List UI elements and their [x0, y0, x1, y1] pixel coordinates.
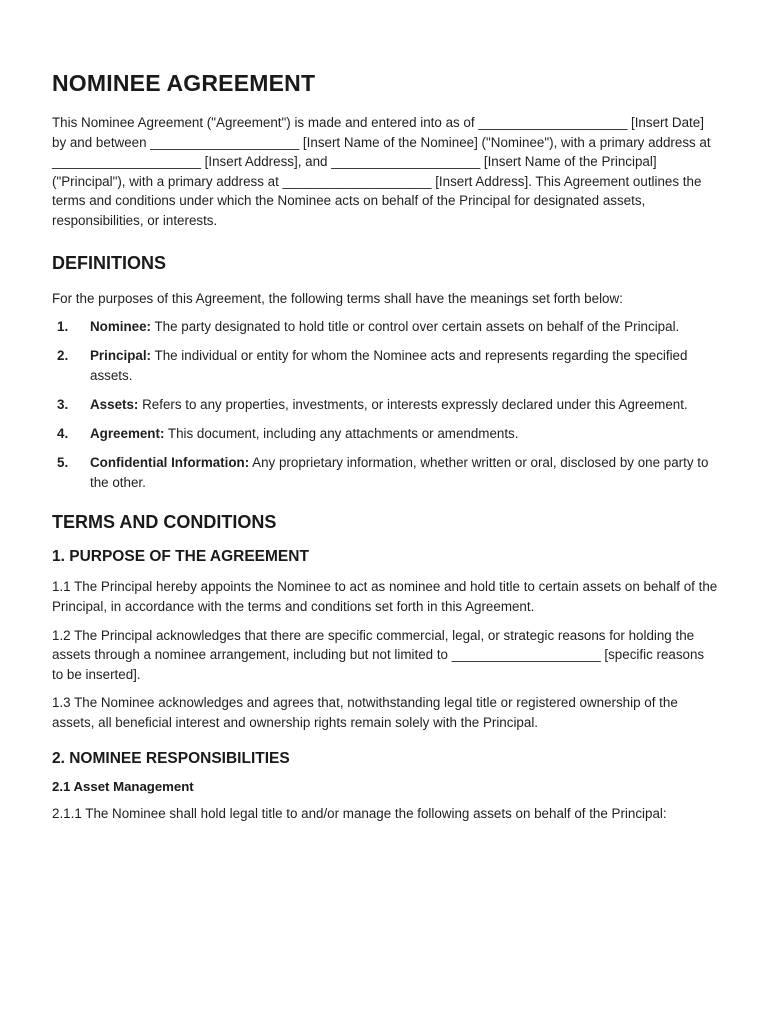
definition-term: Agreement: [90, 426, 165, 442]
definition-item-principal [52, 346, 718, 385]
definition-term: Assets: [90, 396, 139, 412]
definition-number: 2. [57, 348, 69, 364]
definition-number: 4. [57, 426, 69, 442]
definition-text: Refers to any properties, investments, or interests expressly declared under this Agreement. [138, 396, 688, 412]
asset-management-heading: 2.1 Asset Management [52, 779, 194, 795]
definition-number: 5. [57, 455, 69, 471]
definitions-heading: DEFINITIONS [52, 252, 167, 273]
definition-text: The individual or entity for whom the Nominee acts and represents regarding the specified assets. [90, 348, 688, 383]
definition-term: Nominee: [90, 319, 152, 335]
clause-1-3: 1.3 The Nominee acknowledges and agrees that, notwithstanding legal title or registered ownership of the assets, all beneficial interest and ownership rights remain solely with the Principal. [52, 695, 678, 730]
definition-text: The party designated to hold title or control over certain assets on behalf of the Principal. [151, 319, 680, 335]
definition-number: 1. [57, 319, 69, 335]
definitions-list [52, 317, 718, 492]
intro-paragraph: This Nominee Agreement ("Agreement") is made and entered into as of ____________________ [Insert Date] by and between ____________________ [Insert Name of the Nominee] ("Nominee"), with a primary address at ____________________ [Insert Address], and ____________________ [Insert Name of the Principal] ("Principal"), with a primary address at ____________________ [Insert Address]. This Agreement outlines the terms and conditions under which the Nominee acts on behalf of the Principal for designated assets, responsibilities, or interests. [52, 115, 711, 228]
definition-item-agreement [52, 424, 718, 444]
definition-term: Confidential Information: [90, 455, 250, 471]
clause-1-2: 1.2 The Principal acknowledges that there are specific commercial, legal, or strategic reasons for holding the assets through a nominee arrangement, including but not limited to ____________________ [specific reasons to be inserted]. [52, 627, 705, 682]
definition-term: Principal: [90, 348, 152, 364]
document-title: NOMINEE AGREEMENT [52, 70, 316, 96]
definition-item-nominee [52, 317, 718, 337]
definition-text: This document, including any attachments or amendments. [164, 426, 519, 442]
definition-text: Any proprietary information, whether written or oral, disclosed by one party to the other. [90, 455, 709, 490]
responsibilities-heading: 2. NOMINEE RESPONSIBILITIES [52, 750, 290, 768]
clause-2-1-1: 2.1.1 The Nominee shall hold legal title to and/or manage the following assets on behalf of the Principal: [52, 806, 667, 822]
definition-item-confidential-information [52, 453, 718, 492]
terms-heading: TERMS AND CONDITIONS [52, 512, 277, 533]
definitions-lead: For the purposes of this Agreement, the following terms shall have the meanings set forth below: [52, 290, 623, 306]
definition-number: 3. [57, 396, 69, 412]
definition-item-assets [52, 395, 718, 415]
clause-1-1: 1.1 The Principal hereby appoints the Nominee to act as nominee and hold title to certain assets on behalf of the Principal, in accordance with the terms and conditions set forth in this Agreement. [52, 579, 718, 614]
purpose-heading: 1. PURPOSE OF THE AGREEMENT [52, 548, 309, 566]
